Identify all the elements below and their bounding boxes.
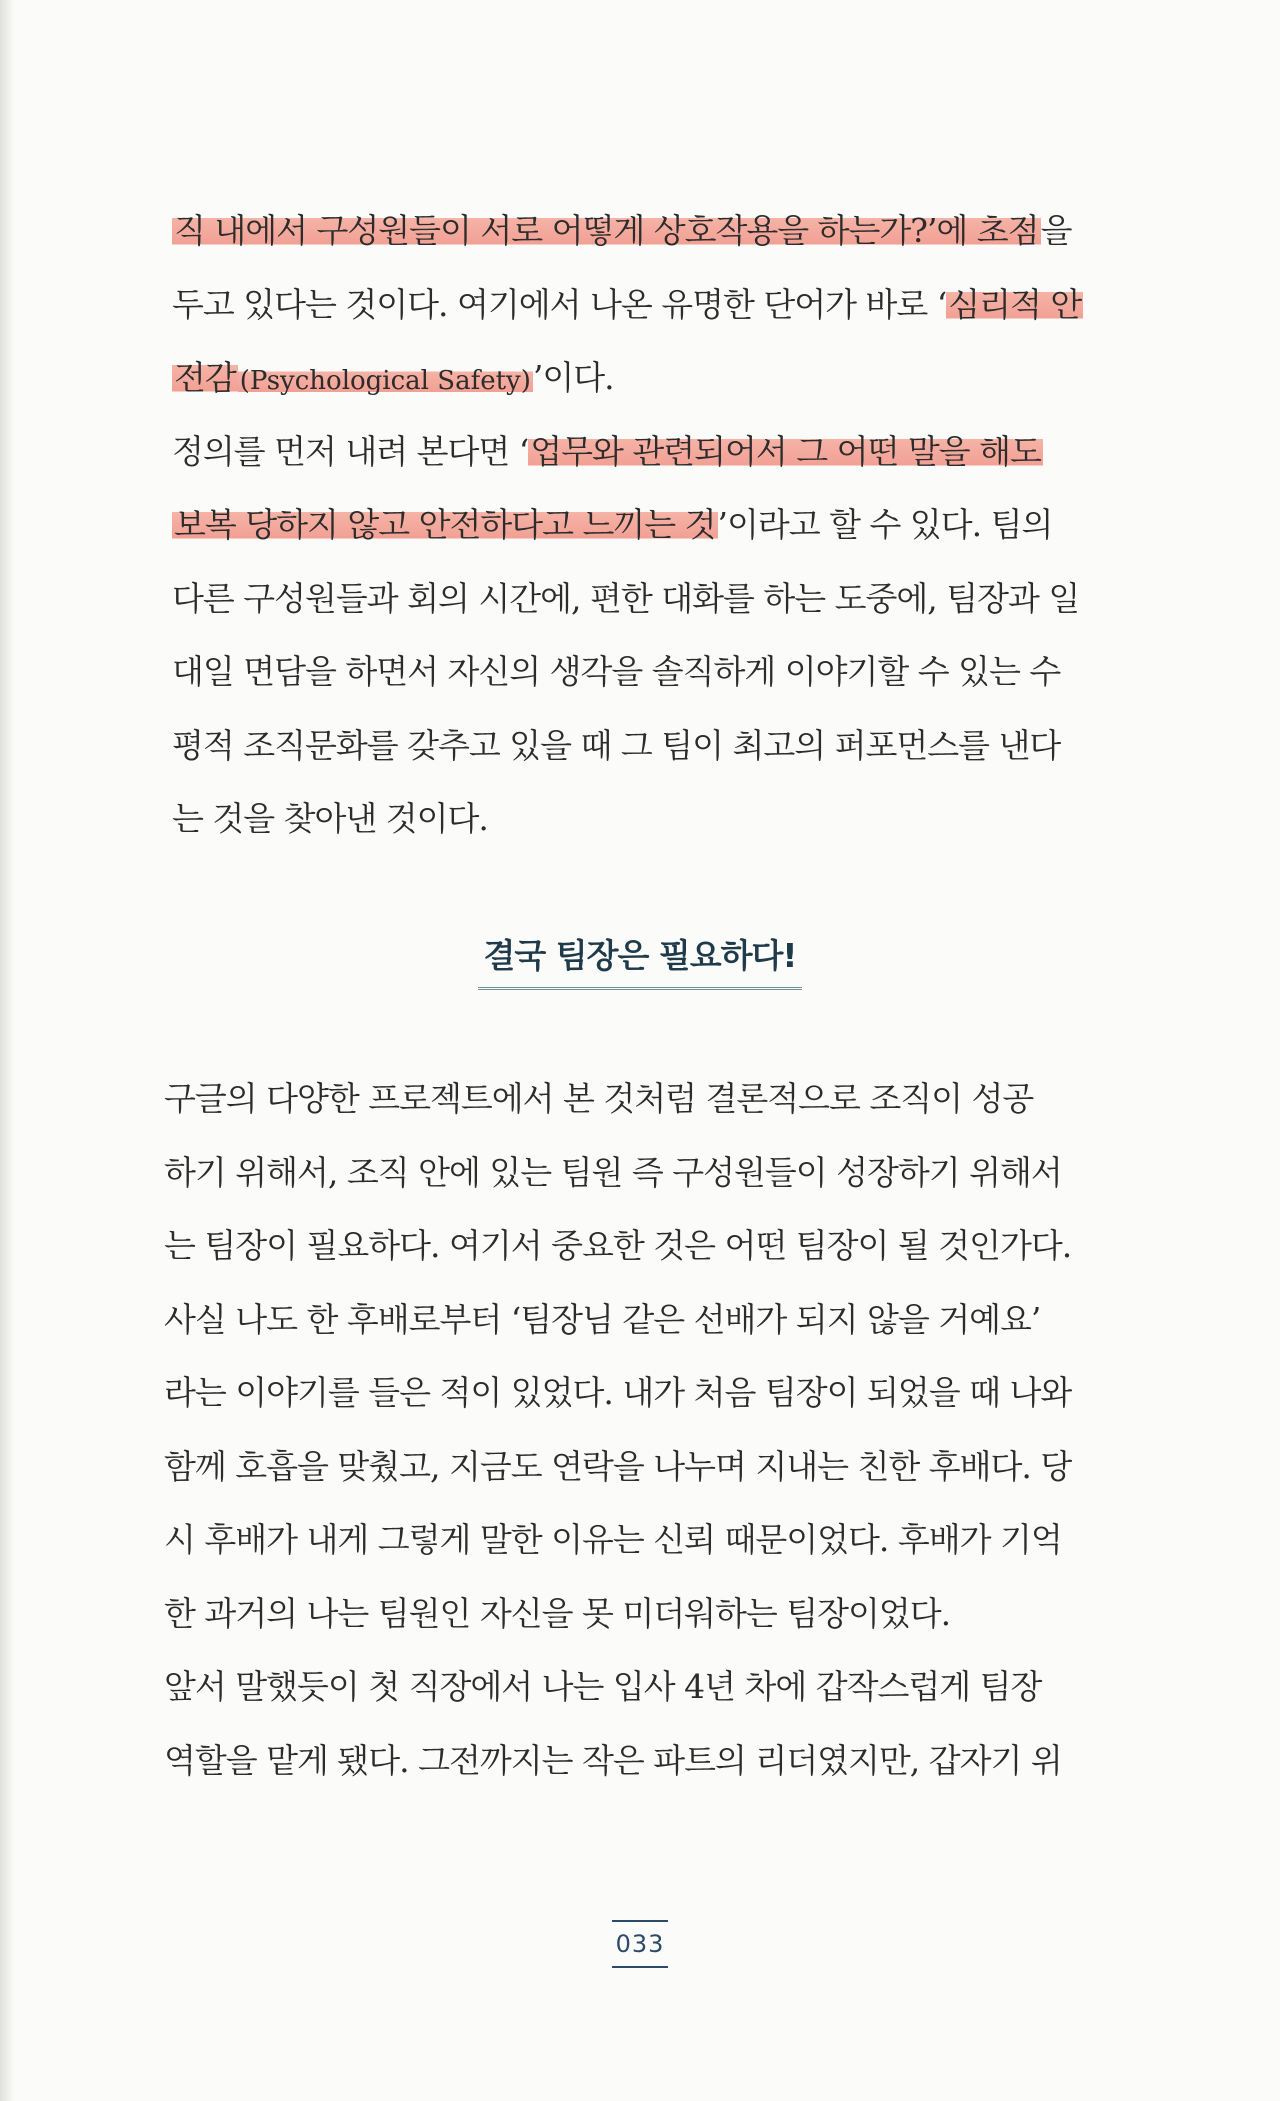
page-edge-shadow (0, 0, 14, 2101)
text-line: 함께 호흡을 맞췄고, 지금도 연락을 나누며 지내는 친한 후배다. 당 (164, 1446, 1072, 1486)
highlighted-text: 직 내에서 구성원들이 서로 어떻게 상호작용을 하는가?’에 초점 (174, 211, 1039, 250)
page-number-container (0, 1920, 1280, 1968)
text-line (172, 355, 1122, 401)
text-line: 한 과거의 나는 팀원인 자신을 못 미더워하는 팀장이었다. (164, 1593, 951, 1633)
text-line: 하기 위해서, 조직 안에 있는 팀원 즉 구성원들이 성장하기 위해서 (164, 1152, 1062, 1192)
text-segment: 정의를 먼저 내려 본다면 ‘ (172, 431, 529, 471)
text-line (172, 282, 1122, 328)
text-line (172, 723, 1122, 769)
text-line (172, 796, 1122, 842)
page-number: 033 (612, 1920, 669, 1968)
text-segment: ’이다. (532, 358, 614, 397)
text-line (172, 649, 1122, 695)
highlighted-text: 심리적 안 (948, 284, 1082, 324)
text-line: 사실 나도 한 후배로부터 ‘팀장님 같은 선배가 되지 않을 거예요’ (164, 1299, 1041, 1339)
text-line (172, 208, 1122, 254)
text-segment: ’이라고 할 수 있다. 팀의 (717, 505, 1053, 544)
text-segment: 평적 조직문화를 갖추고 있을 때 그 팀이 최고의 퍼포먼스를 낸다 (172, 725, 1061, 765)
text-segment: 대일 면담을 하면서 자신의 생각을 솔직하게 이야기할 수 있는 수 (172, 652, 1061, 691)
text-line: 역할을 맡게 됐다. 그전까지는 작은 파트의 리더였지만, 갑자기 위 (164, 1740, 1062, 1780)
text-segment: 다른 구성원들과 회의 시간에, 편한 대화를 하는 도중에, 팀장과 일 (172, 578, 1080, 618)
section-heading: 결국 팀장은 필요하다! (478, 930, 803, 990)
highlighted-text: (Psychological Safety) (239, 366, 531, 396)
text-line (172, 502, 1122, 548)
text-line: 시 후배가 내게 그렇게 말한 이유는 신뢰 때문이었다. 후배가 기억 (164, 1520, 1062, 1559)
text-line: 앞서 말했듯이 첫 직장에서 나는 입사 4년 차에 갑작스럽게 팀장 (164, 1667, 1042, 1706)
text-line (172, 576, 1122, 622)
highlighted-text: 전감 (174, 358, 236, 397)
text-line: 라는 이야기를 들은 적이 있었다. 내가 처음 팀장이 되었을 때 나와 (164, 1373, 1072, 1412)
text-segment: 는 것을 찾아낸 것이다. (172, 799, 488, 838)
text-line: 구글의 다양한 프로젝트에서 본 것처럼 결론적으로 조직이 성공 (164, 1079, 1034, 1118)
text-segment: 을 (1040, 211, 1072, 250)
highlighted-text: 보복 당하지 않고 안전하다고 느끼는 것 (174, 505, 716, 544)
section-heading-container (0, 930, 1280, 990)
text-line (172, 429, 1122, 475)
text-line: 는 팀장이 필요하다. 여기서 중요한 것은 어떤 팀장이 될 것인가다. (164, 1226, 1072, 1265)
text-segment: 두고 있다는 것이다. 여기에서 나온 유명한 단어가 바로 ‘ (172, 284, 947, 324)
highlighted-text: 업무와 관련되어서 그 어떤 말을 해도 (530, 431, 1041, 471)
